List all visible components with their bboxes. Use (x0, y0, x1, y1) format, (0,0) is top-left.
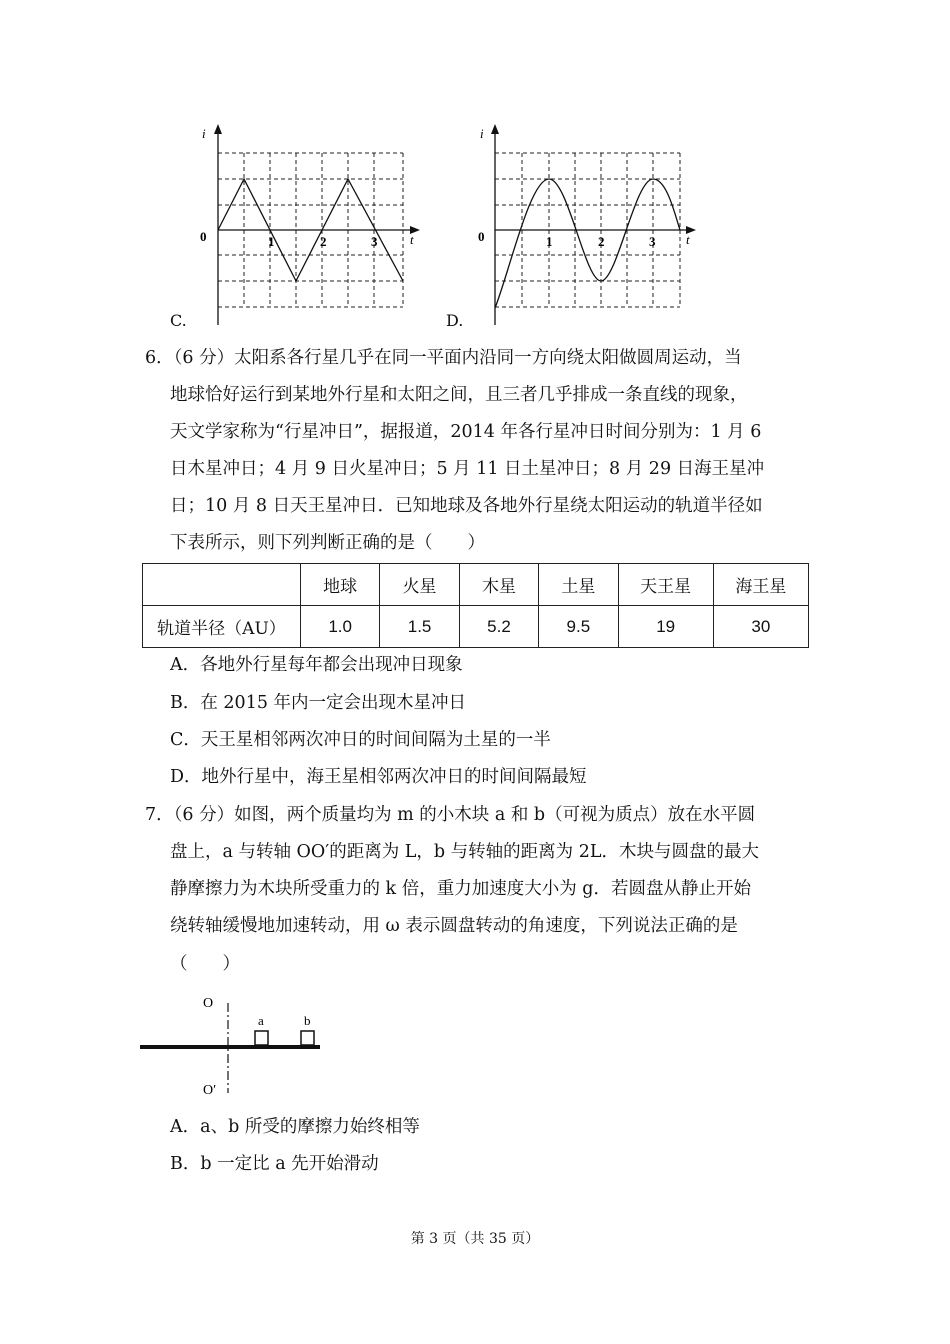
q7-line: 静摩擦力为木块所受重力的 k 倍，重力加速度大小为 g．若圆盘从静止开始 (170, 879, 751, 899)
q6-line: 地球恰好运行到某地外行星和太阳之间，且三者几乎排成一条直线的现象， (170, 385, 748, 405)
table-header-cell: 海王星 (713, 564, 808, 606)
table-cell: 1.5 (380, 606, 459, 648)
block-b-label: b (304, 1013, 311, 1028)
graph-d-option: D. (446, 311, 464, 330)
table-cell: 1.0 (300, 606, 379, 648)
block-b (301, 1031, 314, 1045)
graph-c-option: C. (170, 311, 187, 330)
table-header-row (143, 564, 809, 606)
origin-label: 0 (200, 229, 207, 244)
q6-option-a: A．各地外行星每年都会出现冲日现象 (170, 655, 463, 675)
x-axis-label: t (410, 232, 414, 247)
x-axis-label: t (686, 232, 690, 247)
q7-option-b: B．b 一定比 a 先开始滑动 (170, 1154, 379, 1174)
axis-top-label: O (203, 996, 214, 1011)
graph-d-svg (470, 120, 710, 330)
orbit-radius-table (142, 563, 809, 648)
tick-2: 2 (320, 234, 327, 249)
table-header-cell: 地球 (300, 564, 379, 606)
table-row (143, 606, 809, 648)
tick-2: 2 (598, 234, 605, 249)
tick-3: 3 (649, 234, 656, 249)
q7-line: 绕转轴缓慢地加速转动，用 ω 表示圆盘转动的角速度，下列说法正确的是 (170, 916, 738, 936)
q6-option-b: B．在 2015 年内一定会出现木星冲日 (170, 693, 467, 713)
axis-bottom-label: O′ (203, 1083, 217, 1098)
q6-line: 日木星冲日；4 月 9 日火星冲日；5 月 11 日土星冲日；8 月 29 日海王星冲 (170, 459, 765, 479)
table-header-cell: 木星 (459, 564, 538, 606)
q7-line: 盘上，a 与转轴 OO′的距离为 L，b 与转轴的距离为 2L．木块与圆盘的最大 (170, 842, 759, 862)
y-axis-label: i (480, 126, 484, 141)
table-cell: 19 (618, 606, 713, 648)
table-header-cell: 火星 (380, 564, 459, 606)
tick-1: 1 (546, 234, 553, 249)
table-cell: 5.2 (459, 606, 538, 648)
table-cell: 9.5 (539, 606, 618, 648)
rotating-disk-figure (135, 988, 335, 1098)
page-footer: 第 3 页（共 35 页） (410, 1231, 540, 1247)
block-a (255, 1031, 268, 1045)
q6-option-c: C．天王星相邻两次冲日的时间间隔为土星的一半 (170, 730, 551, 750)
q7-option-a: A．a、b 所受的摩擦力始终相等 (170, 1117, 420, 1137)
table-cell: 30 (713, 606, 808, 648)
q6-line: 6．（6 分）太阳系各行星几乎在同一平面内沿同一方向绕太阳做圆周运动，当 (145, 348, 742, 368)
table-header-cell (143, 564, 301, 606)
table-row-label: 轨道半径（AU） (143, 606, 301, 648)
table-header-cell: 天王星 (618, 564, 713, 606)
table-header-cell: 土星 (539, 564, 618, 606)
block-a-label: a (258, 1013, 264, 1028)
q6-line: 日；10 月 8 日天王星冲日．已知地球及各地外行星绕太阳运动的轨道半径如 (170, 496, 763, 516)
origin-label: 0 (478, 229, 485, 244)
q7-line: （ ） (170, 954, 240, 974)
q6-option-d: D．地外行星中，海王星相邻两次冲日的时间间隔最短 (170, 767, 587, 787)
q6-line: 天文学家称为“行星冲日”，据报道，2014 年各行星冲日时间分别为：1 月 6 (170, 422, 762, 442)
q7-line: 7．（6 分）如图，两个质量均为 m 的小木块 a 和 b（可视为质点）放在水平圆 (145, 805, 756, 825)
tick-3: 3 (371, 234, 378, 249)
y-axis-label: i (202, 126, 206, 141)
q6-line: 下表所示，则下列判断正确的是（ ） (170, 533, 485, 553)
graph-c-svg (190, 120, 430, 330)
tick-1: 1 (268, 234, 275, 249)
